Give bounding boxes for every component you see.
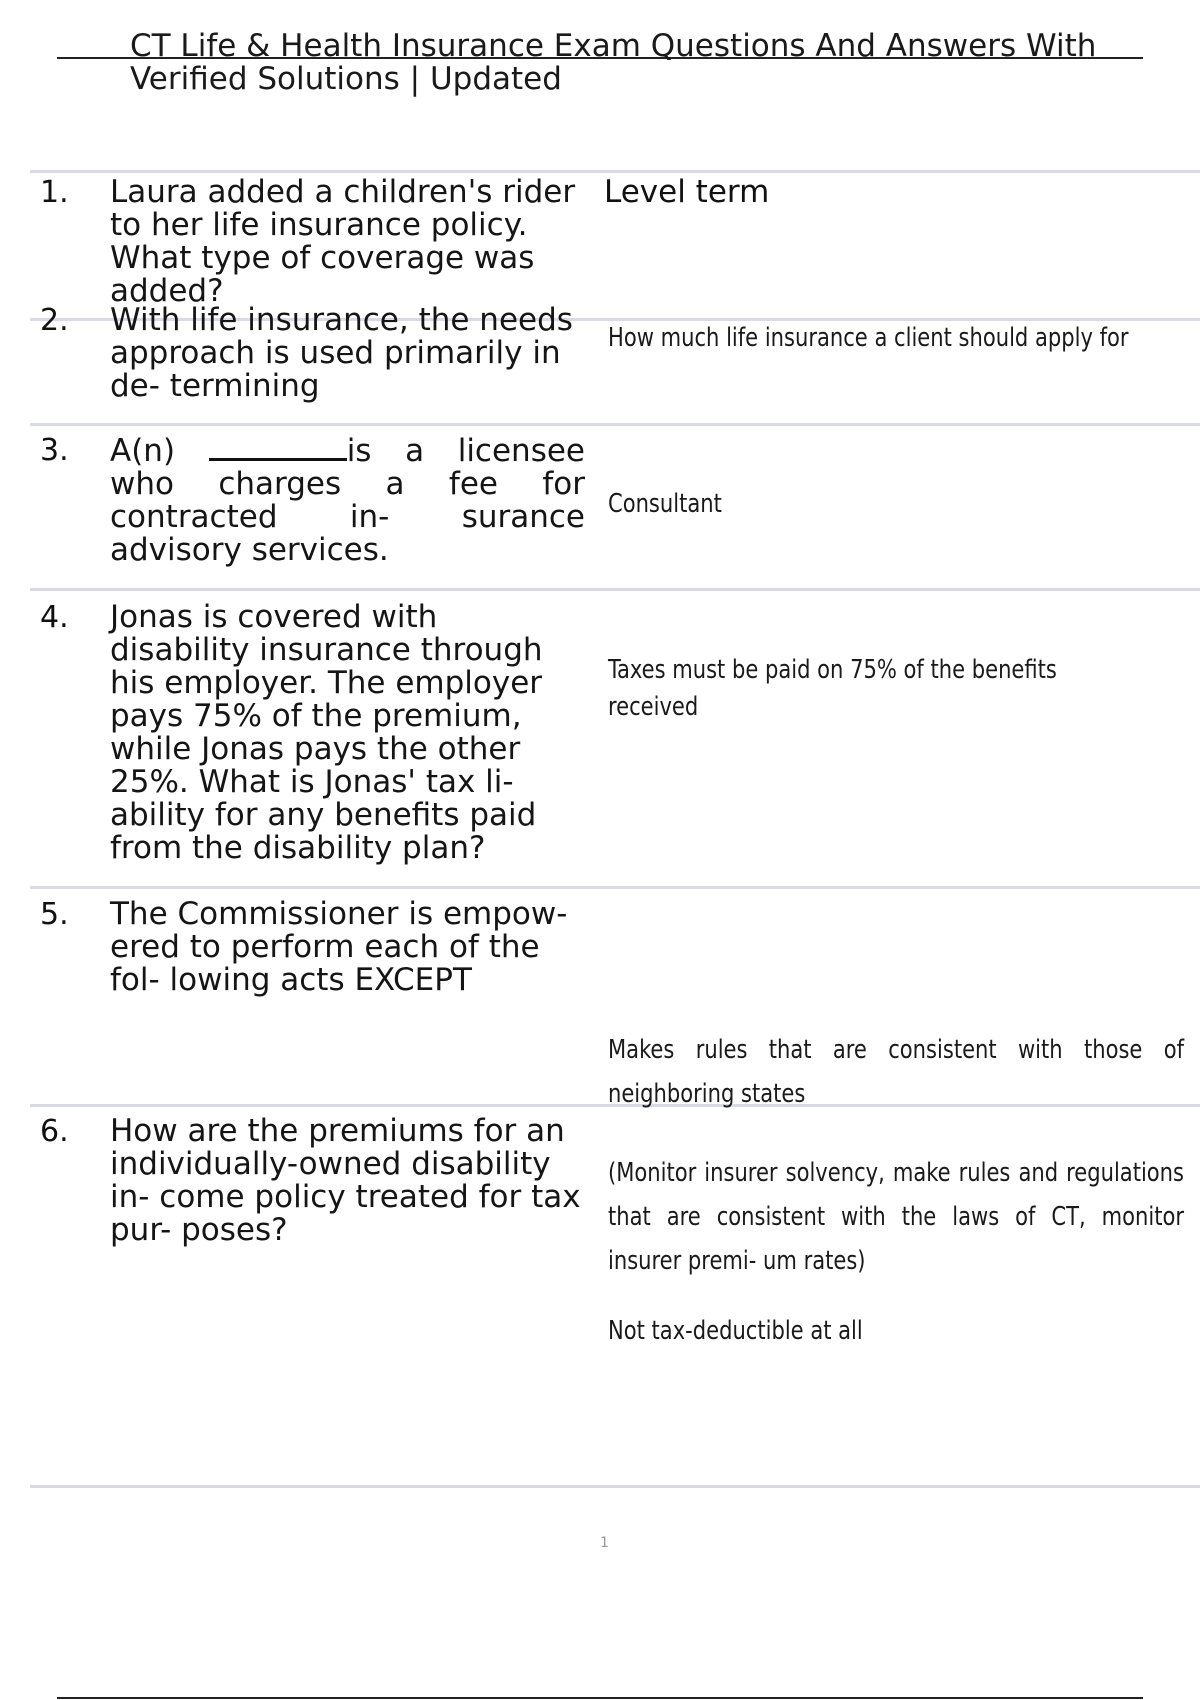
answer-text: Level term [604, 174, 770, 210]
item-number: 1. [40, 175, 69, 210]
footer-rule [57, 1697, 1143, 1699]
row-divider [30, 170, 1200, 173]
answer-explanation: (Monitor insurer solvency, make rules and regulations that are consistent with the laws of CT, monitor insurer premi- um rates) [608, 1158, 1184, 1276]
page-number: 1 [600, 1535, 609, 1551]
question-text: Laura added a children's rider to her life insurance policy. What type of coverage was added? [110, 174, 576, 309]
question-text-start: A(n) [110, 433, 176, 469]
row-divider [30, 886, 1200, 889]
title-line-1: CT Life & Health Insurance Exam Questions And Answers With [130, 28, 1097, 64]
row-divider [30, 1485, 1200, 1488]
title-line-2: Verified Solutions | Updated [130, 61, 562, 97]
item-number: 4. [40, 600, 69, 635]
question-text: With life insurance, the needs approach is used primarily in de- termining [110, 302, 573, 404]
question-text: How are the premiums for an individually-owned disability in- come policy treated for tax pur- poses? [110, 1113, 581, 1248]
answer-text: Not tax-deductible at all [608, 1316, 863, 1346]
item-number: 2. [40, 303, 69, 338]
item-number: 6. [40, 1114, 69, 1149]
question-text [110, 434, 585, 567]
item-number: 5. [40, 897, 69, 932]
question-text: The Commissioner is empow- ered to perform each of the fol- lowing acts EXCEPT [110, 896, 568, 998]
document-title [130, 30, 1130, 96]
answer-text: Consultant [608, 489, 722, 519]
answer-text: Taxes must be paid on 75% of the benefits received [608, 655, 1057, 722]
answer-text: Makes rules that are consistent with those of neighboring states [608, 1035, 1184, 1109]
question-text: Jonas is covered with disability insurance through his employer. The employer pays 75% of the premium, while Jonas pays the other 25%. What is Jonas' tax li- ability for any benefits paid from the disability plan? [110, 599, 543, 866]
answer-text: How much life insurance a client should apply for [608, 323, 1129, 353]
fill-in-blank [209, 434, 347, 461]
item-number: 3. [40, 433, 69, 468]
row-divider [30, 588, 1200, 591]
row-divider [30, 423, 1200, 426]
question-text-end: is a licensee who charges a fee for contracted in- surance advisory services. [110, 433, 585, 568]
